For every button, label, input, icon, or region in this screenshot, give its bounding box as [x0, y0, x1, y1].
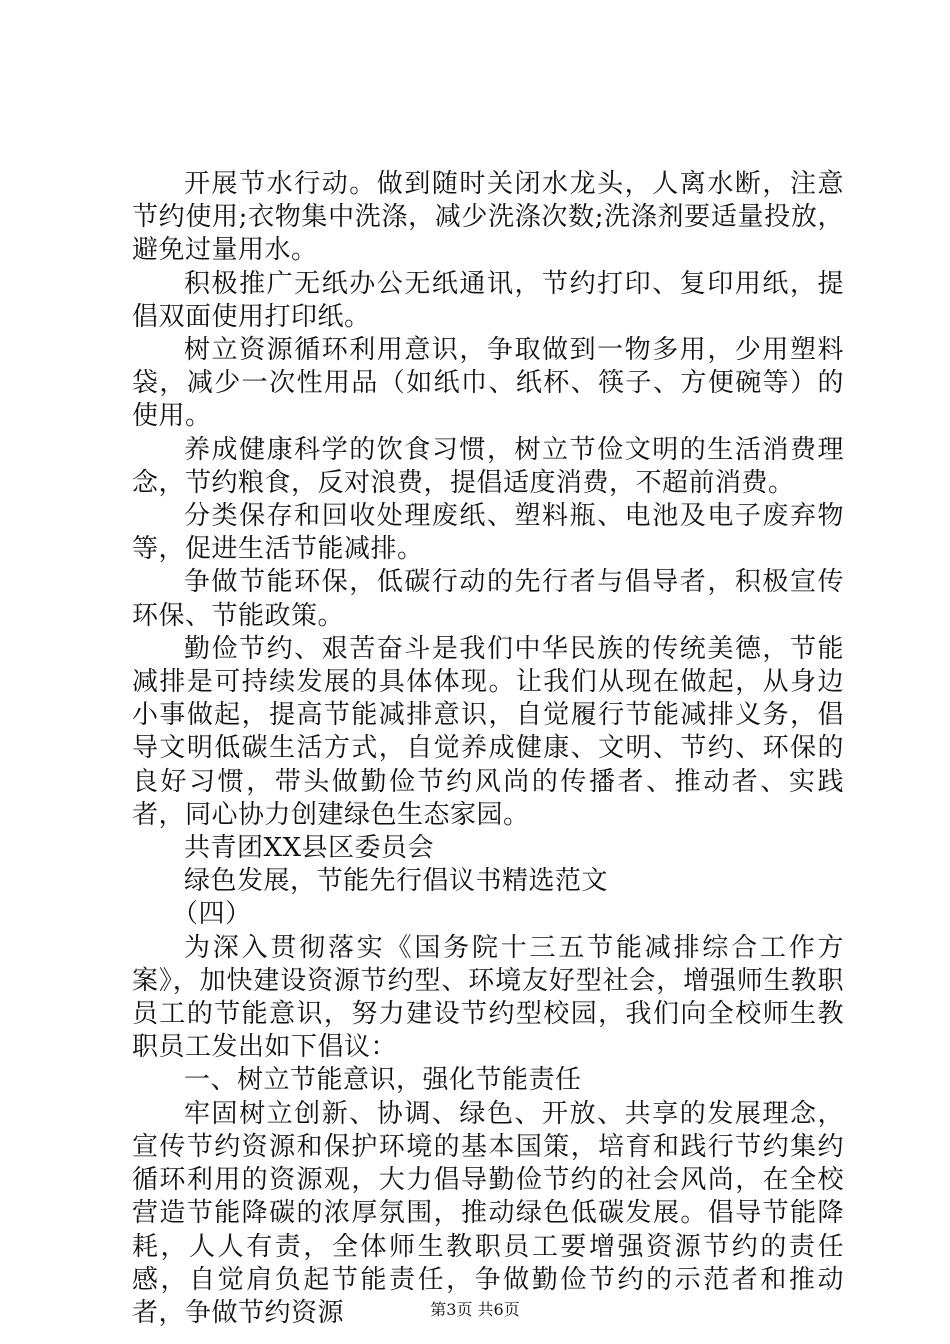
page-footer: 第3页 共6页	[430, 1300, 520, 1319]
paragraph-paperless-office: 积极推广无纸办公无纸通讯，节约打印、复印用纸，提倡双面使用打印纸。	[132, 268, 844, 332]
paragraph-recycling: 树立资源循环利用意识，争取做到一物多用，少用塑料袋，减少一次性用品（如纸巾、纸杯、筷子、方便碗等）的使用。	[132, 335, 844, 432]
section-title: 绿色发展，节能先行倡议书精选范文	[184, 866, 609, 897]
paragraph-introduction: 为深入贯彻落实《国务院十三五节能减排综合工作方案》，加快建设资源节约型、环境友好型社会，增强师生教职员工的节能意识，努力建设节约型校园，我们向全校师生教职员工发出如下倡议：	[132, 932, 844, 1063]
signature-organization: 共青团XX县区委员会	[184, 833, 435, 864]
paragraph-energy-responsibility: 牢固树立创新、协调、绿色、开放、共享的发展理念，宣传节约资源和保护环境的基本国策，培育和践行节约集约循环利用的资源观，大力倡导勤俭节约的社会风尚，在全校营造节能降碳的浓厚氛围，推动绿色低碳发展。倡导节能降耗，人人有责，全体师生教职员工要增强资源节约的责任感，自觉肩负起节能责任，争做勤俭节约的示范者和推动者，争做节约资源	[132, 1098, 844, 1328]
subheading-energy-awareness: 一、树立节能意识，强化节能责任	[184, 1065, 582, 1096]
paragraph-water-saving: 开展节水行动。做到随时关闭水龙头，人离水断，注意节约使用;衣物集中洗涤，减少洗涤次数;洗涤剂要适量投放，避免过量用水。	[132, 169, 844, 266]
paragraph-waste-sorting: 分类保存和回收处理废纸、塑料瓶、电池及电子废弃物等，促进生活节能减排。	[132, 501, 844, 565]
paragraph-conclusion: 勤俭节约、艰苦奋斗是我们中华民族的传统美德，节能减排是可持续发展的具体体现。让我们从现在做起，从身边小事做起，提高节能减排意识，自觉履行节能减排义务，倡导文明低碳生活方式，自觉养成健康、文明、节约、环保的良好习惯，带头做勤俭节约风尚的传播者、推动者、实践者，同心协力创建绿色生态家园。	[132, 633, 844, 830]
paragraph-diet-habits: 养成健康科学的饮食习惯，树立节俭文明的生活消费理念，节约粮食，反对浪费，提倡适度消费，不超前消费。	[132, 434, 844, 498]
section-number: （四）	[172, 899, 252, 930]
document-body	[132, 168, 844, 1330]
paragraph-low-carbon-pioneer: 争做节能环保，低碳行动的先行者与倡导者，积极宣传环保、节能政策。	[132, 567, 844, 631]
